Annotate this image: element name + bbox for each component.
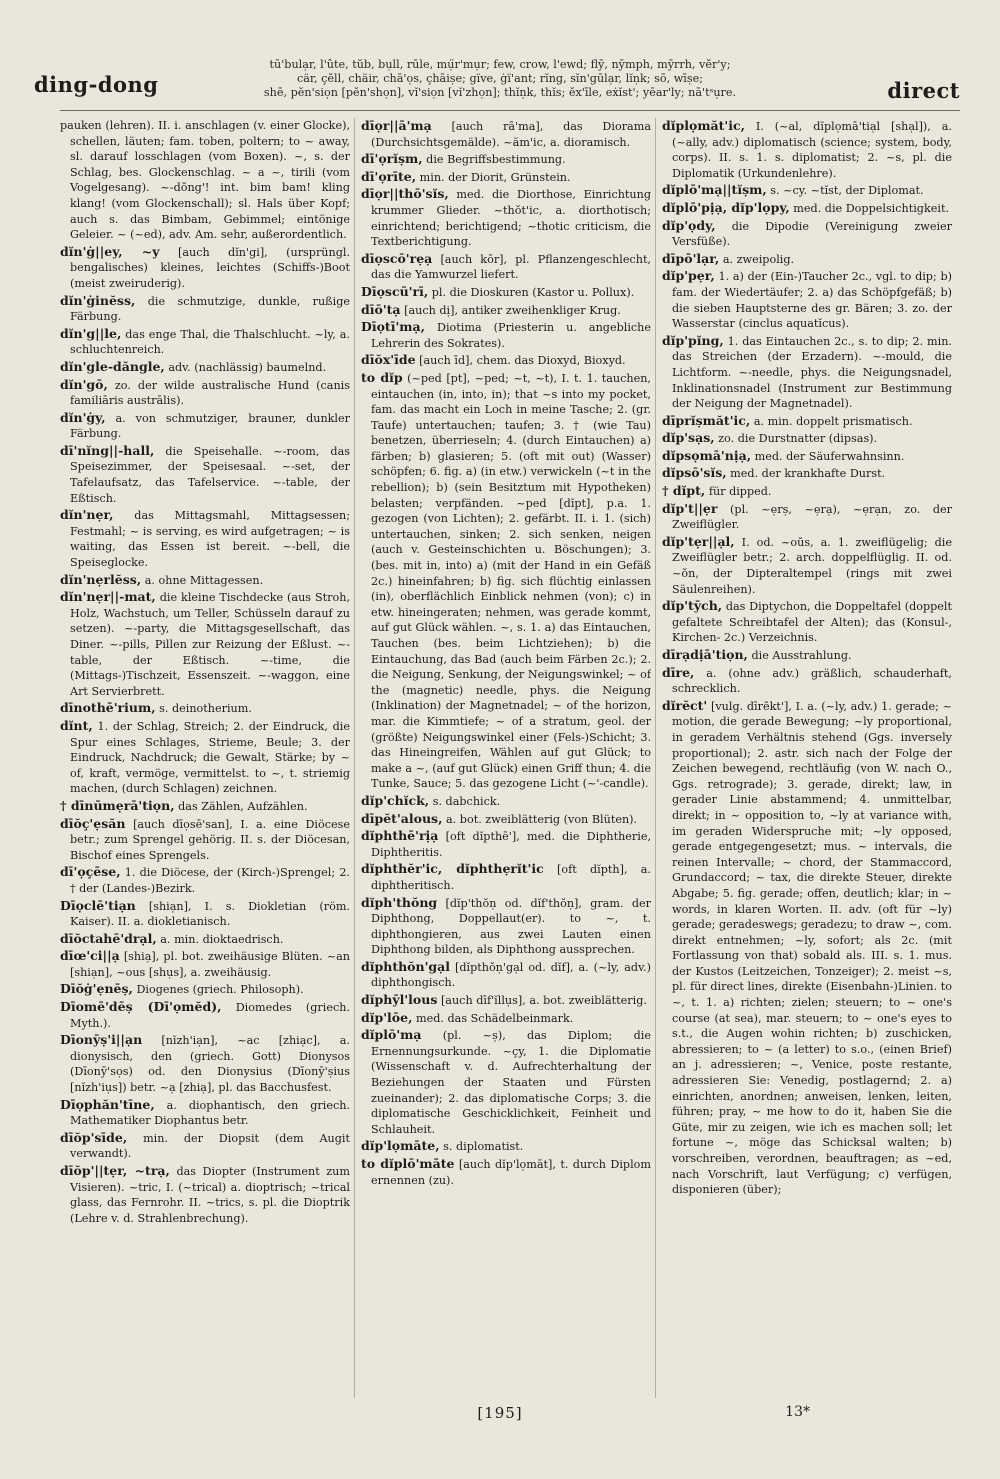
entry-headword: dīŏç'ẹsăn: [60, 815, 126, 831]
dictionary-entry: [60, 118, 350, 243]
entry-definition: die schmutzige, dunkle, rußige Färbung.: [70, 294, 350, 324]
entry-definition: s. deinotherium.: [159, 702, 252, 716]
entry-definition: Diotima (Priesterin u. angebliche Lehrerin des Sokrates).: [371, 321, 651, 350]
entry-definition: [dĭpthŏṇ'gạl od. dĭf], a. (~ly, adv.) diphthongisch.: [371, 960, 651, 990]
entry-definition: [auch dīf'ĭllụs], a. bot. zweiblätterig.: [440, 994, 647, 1008]
entry-headword: dĭp'tẹr||ạl,: [662, 533, 735, 549]
dictionary-entry: [60, 798, 350, 815]
dictionary-entry: [662, 268, 952, 331]
dictionary-entry: [361, 251, 651, 283]
entry-definition: min. der Diopsit (dem Augit verwandt).: [70, 1131, 350, 1161]
entry-definition: med. das Schädelbeinmark.: [416, 1011, 574, 1025]
entry-headword: dī'ọrĭṣm,: [361, 151, 423, 167]
entry-headword: † dīnūmẹrā'tiọn,: [60, 797, 175, 813]
entry-headword: Dīọclē'tiạn: [60, 897, 136, 913]
entry-definition: [auch rā'ma], das Diorama (Durchsichtsgemälde). ~ăm'ic, a. dioramisch.: [371, 120, 651, 149]
dictionary-entry: [60, 1032, 350, 1095]
guide-word-right: direct: [887, 78, 960, 103]
entry-definition: [dĭp'thŏṇ od. dĭf'thŏṇ], gram. der Diphthong, Doppellaut(er). to ~, t. diphthongieren, aus zwei Lauten einen Diphthong bilden, als Diphthong aussprechen.: [371, 896, 651, 957]
entry-definition: a. min. dioktaedrisch.: [160, 932, 284, 946]
dictionary-entry: [361, 352, 651, 369]
dictionary-entry: [60, 359, 350, 376]
entry-definition: [auch dĭp'lọmāt], t. durch Diplom ernennen (zu).: [371, 1158, 651, 1187]
entry-headword: dī'ọrīte,: [361, 168, 417, 184]
dictionary-entry: [361, 186, 651, 249]
entry-headword: dĭn'nẹr,: [60, 507, 114, 523]
entry-headword: dĭpsọmā'nịạ,: [662, 447, 752, 463]
dictionary-entry: [361, 1010, 651, 1027]
entry-definition: [auch dị], antiker zweihenkliger Krug.: [404, 303, 621, 317]
entry-headword: Dīọscū'rī,: [361, 283, 429, 299]
entry-headword: dī'nĭng||-hall,: [60, 442, 155, 458]
entry-headword: Dīomē'dēṣ (Dī'ọmĕd),: [60, 999, 222, 1015]
entry-definition: a. diophantisch, den griech. Mathematiker Diophantus betr.: [70, 1098, 350, 1128]
entry-definition: a. zweipolig.: [722, 252, 795, 266]
dictionary-entry: [361, 151, 651, 168]
entry-headword: dīŏp'||tẹr, ~trạ,: [60, 1163, 170, 1178]
entry-headword: dĭn'g||le,: [60, 325, 122, 341]
pronunciation-key-line: tū'bulạr, l'ûte, tŭb, bụll, rūle, mụ̈r'mụr; few, crow, l'ewd; flȳ, nȳmph, mȳrrh, vĕr'y;: [269, 58, 731, 71]
dictionary-entry: [662, 483, 952, 500]
entry-headword: dīrạdịā'tiọn,: [662, 647, 748, 662]
dictionary-entry: [60, 572, 350, 589]
header-rule: [60, 110, 960, 111]
dictionary-entry: [361, 1156, 651, 1188]
dictionary-entry: [361, 1027, 651, 1137]
dictionary-entry: [662, 251, 952, 268]
dictionary-entry: [662, 182, 952, 199]
entry-definition: zo. der wilde australische Hund (canis familiāris austrālis).: [70, 378, 350, 408]
entry-headword: dīre,: [662, 664, 695, 680]
entry-definition: [auch kōr], pl. Pflanzengeschlecht, das die Yamwurzel liefert.: [371, 252, 651, 282]
entry-definition: (pl. ~ẹrṣ, ~ẹrạ), ~ẹrạn, zo. der Zweiflügler.: [672, 502, 952, 532]
entry-definition: für dipped.: [708, 485, 772, 499]
entry-headword: dĭn'ġinĕss,: [60, 292, 136, 308]
dictionary-entry: [60, 410, 350, 442]
entry-definition: Diogenes (griech. Philosoph).: [136, 983, 304, 997]
entry-headword: dĭn'ġ||ey, ~y: [60, 243, 160, 259]
entry-headword: dĭn'gō,: [60, 376, 108, 392]
dictionary-entry: [60, 293, 350, 325]
dictionary-entry: [60, 816, 350, 864]
entry-definition: a. (ohne adv.) gräßlich, schauderhaft, schrecklich.: [672, 666, 952, 696]
dictionary-entry: [60, 326, 350, 358]
entry-definition: I. od. ~oŭs, a. 1. zweiflügelig; die Zweiflügler betr.; 2. arch. doppelflüglig. II. od. ~ŏn, der Dipteraltempel (rings mit zwei Säulenreihen).: [672, 535, 952, 596]
dictionary-entry: [662, 200, 952, 217]
entry-headword: dĭplō'pịạ, dĭp'lọpy,: [662, 199, 790, 215]
dictionary-entry: [361, 959, 651, 991]
entry-definition: die Begriffsbestimmung.: [426, 153, 566, 167]
entry-headword: dĭphthĕr'ic, dĭphthẹrĭt'ic: [361, 861, 544, 877]
entry-definition: das Diptychon, die Doppeltafel (doppelt gefaltete Schreibtafel der Alten); das (Konsul-, Kirchen- 2c.) Verzeichnis.: [672, 600, 952, 645]
entry-headword: dĭp'pẹr,: [662, 268, 715, 284]
entry-definition: min. der Diorit, Grünstein.: [419, 170, 571, 184]
entry-headword: Dīŏġ'ẹnēṣ,: [60, 981, 133, 997]
entry-definition: [auch dīọsē'san], I. a. eine Diöcese betr.; zum Sprengel gehörig. II. s. der Diöcesan, Bischof eines Sprengels.: [70, 817, 350, 862]
entry-headword: dĭphthē'rịạ: [361, 828, 439, 844]
dictionary-entry: [361, 118, 651, 150]
entry-definition: a. von schmutziger, brauner, dunkler Färbung.: [70, 411, 350, 441]
entry-definition: das Diopter (Instrument zum Visieren). ~tric, I. (~trical) a. dioptrisch; ~trical glass, das Fernrohr. II. ~trics, s. pl. die Dioptrik (Lehre v. d. Strahlenbrechung).: [70, 1165, 350, 1225]
dictionary-entry: [60, 931, 350, 948]
entry-headword: dĭp'tȳch,: [662, 598, 723, 614]
dictionary-entry: [662, 665, 952, 697]
entry-definition: die Speisehalle. ~-room, das Speisezimmer, der Speisesaal. ~-set, der Tafelaufsatz, das Tafelservice. ~-table, der Eßtisch.: [70, 444, 350, 505]
dictionary-entry: [60, 1130, 350, 1162]
entry-definition: (pl. ~ṣ), das Diplom; die Ernennungsurkunde. ~çy, 1. die Diplomatie (Wissenschaft v. d. Aufrechterhaltung der Beziehungen der Staaten und Fürsten zueinander); 2. das diplomatische Corps; 3. die diplomatische Geschicklichkeit, Feinheit und Schlauheit.: [371, 1029, 651, 1136]
dictionary-entry: [60, 507, 350, 570]
entry-definition: a. bot. zweiblätterig (von Blüten).: [446, 812, 638, 826]
dictionary-entry: [662, 534, 952, 597]
dictionary-entry: [60, 948, 350, 980]
entry-definition: 1. das Eintauchen 2c., s. to dip; 2. min. das Streichen (der Erzadern). ~-mould, die Lichtform. ~-needle, phys. die Neigungsnadel, Inklinationsnadel (Instrument zur Bestimmung der Neigung der Magnetnadel).: [672, 334, 952, 411]
dictionary-entry: [60, 981, 350, 998]
entry-headword: dīọscō'rẹạ: [361, 250, 433, 266]
entry-definition: med. die Doppelsichtigkeit.: [793, 201, 949, 215]
guide-word-left: ding-dong: [34, 72, 159, 97]
entry-definition: [auch dĭn'gi], (ursprüngl. bengalisches) kleines, leichtes (Schiffs-)Boot (meist zweiruderig).: [70, 245, 350, 290]
dictionary-entry: [662, 698, 952, 1198]
entry-definition: das enge Thal, die Thalschlucht. ~ly, a. schluchtenreich.: [70, 327, 350, 357]
entry-headword: dīpĕt'alous,: [361, 810, 443, 826]
dictionary-entry: [60, 700, 350, 717]
entry-definition: [shiạ], pl. bot. zweihäusige Blüten. ~an [shiạn], ~ous [shụs], a. zweihäusig.: [70, 950, 350, 979]
entry-headword: dĭp't||ẹr: [662, 500, 718, 516]
dictionary-entry: [361, 370, 651, 792]
dictionary-entry: [662, 118, 952, 181]
entry-headword: dīọr||ā'mạ: [361, 118, 432, 133]
entry-headword: to dĭplō'māte: [361, 1156, 455, 1171]
entry-definition: s. ~cy. ~tĭst, der Diplomat.: [770, 184, 924, 198]
entry-definition: das Zählen, Aufzählen.: [178, 799, 308, 813]
entry-headword: dīprĭṣmăt'ic,: [662, 412, 751, 428]
column-middle: [361, 118, 651, 1398]
entry-headword: dĭpsō'sĭs,: [662, 465, 727, 481]
column-right: [662, 118, 952, 1398]
dictionary-entry: [60, 718, 350, 797]
dictionary-entry: [60, 898, 350, 930]
column-divider: [354, 118, 355, 1398]
entry-headword: dīŏp'sīde,: [60, 1129, 128, 1145]
entry-headword: Dīọtī'mạ,: [361, 319, 425, 335]
dictionary-entry: [60, 589, 350, 699]
entry-headword: dīọr||thō'sĭs,: [361, 186, 449, 202]
entry-headword: dĭp'chĭck,: [361, 792, 430, 808]
dictionary-entry: [662, 430, 952, 447]
dictionary-entry: [662, 413, 952, 430]
dictionary-entry: [60, 244, 350, 292]
entry-headword: Dīonȳṣ'i||ạn: [60, 1032, 143, 1048]
dictionary-entry: [662, 218, 952, 250]
dictionary-entry: [60, 999, 350, 1031]
dictionary-entry: [361, 284, 651, 301]
entry-definition: med. der krankhafte Durst.: [730, 467, 886, 481]
entry-headword: dĭn'ġy,: [60, 409, 106, 425]
entry-headword: to dĭp: [361, 369, 403, 385]
entry-headword: dĭph'thŏng: [361, 894, 438, 910]
entry-definition: 1. die Diöcese, der (Kirch-)Sprengel; 2. † der (Landes-)Bezirk.: [70, 866, 350, 895]
pronunciation-key: [190, 58, 810, 100]
entry-headword: dīŏx'īde: [361, 352, 416, 368]
entry-definition: 1. a) der (Ein-)Taucher 2c., vgl. to dip; b) fam. der Wiedertäufer; 2. a) das Schöpfgefäß; b) die sieben Hauptsterne des gr. Bären; 3. zo. der Wasserstar (cinclus aquatĭcus).: [672, 270, 952, 331]
entry-headword: dĭrĕct': [662, 697, 708, 713]
dictionary-entry: [361, 169, 651, 186]
entry-definition: a. ohne Mittagessen.: [144, 573, 264, 587]
entry-definition: [oft dĭpthē'], med. die Diphtherie, Diphtheritis.: [371, 830, 651, 859]
entry-definition: das Mittagsmahl, Mittagsessen; Festmahl; ~ is serving, es wird aufgetragen; ~ is waiting, das Essen ist bereit. ~-bell, die Speiseglocke.: [70, 509, 350, 570]
dictionary-entry: [662, 598, 952, 646]
entry-headword: dīœ'ci||ạ: [60, 948, 120, 964]
dictionary-entry: [662, 333, 952, 412]
entry-headword: dīnothē'rium,: [60, 700, 156, 716]
entry-definition: s. dabchick.: [432, 794, 501, 808]
dictionary-entry: [662, 647, 952, 664]
entry-headword: dĭphthŏn'gạl: [361, 958, 451, 974]
dictionary-entry: [361, 302, 651, 319]
dictionary-entry: [662, 501, 952, 533]
entry-headword: dĭp'sạs,: [662, 430, 715, 446]
entry-definition: [oft dĭpth], a. diphtheritisch.: [371, 863, 651, 892]
entry-definition: [shiạn], I. s. Diokletian (röm. Kaiser). II. a. diokletianisch.: [70, 899, 350, 929]
entry-headword: dīŏctahē'drạl,: [60, 930, 157, 946]
entry-definition: zo. die Durstnatter (dipsas).: [718, 432, 878, 446]
entry-definition: die Ausstrahlung.: [751, 649, 852, 662]
entry-definition: pl. die Dioskuren (Kastor u. Pollux).: [431, 285, 635, 299]
dictionary-entry: [60, 1163, 350, 1226]
entry-headword: dĭnt,: [60, 717, 93, 733]
dictionary-entry: [361, 1138, 651, 1155]
entry-definition: I. (~al, dĭplọmā'tiạl [shạl]), a. (~ally, adv.) diplomatisch (science; system, body, corps). II. s. 1. s. diplomatist; 2. ~s, pl. die Diplomatik (Urkundenlehre).: [672, 120, 952, 180]
entry-definition: pauken (lehren). II. i. anschlagen (v. einer Glocke), schellen, läuten; fam. toben, poltern; to ~ away, sl. darauf losschlagen (vom Boxen). ~, s. der Schlag, bes. Glockenschlag. ~ a ~, tirili (vom Vogelgesang). ~-dŏng'! int. bim bam! kling klang! (vom Glockenschall); sl. Hals über Kopf; auch s. das Bimbam, Gebimmel; eintönige Geleier. ~ (~ed), adv. Am. sehr, außerordentlich.: [60, 119, 350, 242]
entry-headword: Dīọphăn'tīne,: [60, 1096, 155, 1112]
entry-definition: [vulg. dīrĕkt'], I. a. (~ly, adv.) 1. gerade; ~ motion, die gerade Bewegung; ~ly proportional, in geradem Verhältnis stehend (Ggs. inversely proportional); 2. astr. sich nach der Folge der Zeichen bewegend, rechtläufig (von W. nach O., Ggs. retrograde); 3. gerade, direkt; law, in gerader Linie abstammend; 4. unmittelbar, direkt; in ~ opposition to, ~ly at variance with, im geraden Widerspruche mit; ~ly opposed, gerade entgegengesetzt; mus. ~ intervals, die reinen Intervalle; ~ chord, der Stammaccord, Grundaccord; ~ tax, die direkte Steuer, direkte Abgabe; 5. fig. gerade; offen, deutlich; klar; in ~ words, in klaren Worten. II. adv. (oft für ~ly) gerade; geradeswegs; geradezu; to draw ~, com. direkt entnehmen; ~ly, sofort; als 2c. (mit Fortlassung von that) sobald als. III. s. 1. mus. der Kustos (Leitzeichen, Tonzeiger); 2. meist ~s, pl. für direct lines, direkte (Eisenbahn-)Linien. to ~, t. 1. a) richten; zielen; steuern; to ~ one's course (at sea), mar. steuern; to ~ one's eyes to s.t., die Augen wohin richten; b) zuschicken, abressieren; to ~ (a letter) to s.o., (einen Brief) an j. adressieren; ~, Venice, poste restante, adressieren Sie: Venedig, postlagernd; 2. a) einrichten, anordnen; anweisen, lenken, leiten, führen; pray, ~ me how to do it, haben Sie die Güte, mir zu zeigen, wie ich es machen soll; let fortune ~, möge das Schicksal walten; b) vorschreiben, verordnen, beauftragen; as ~ed, nach Vorschrift, laut Verfügung; c) verfügen, disponieren (über);: [672, 699, 952, 1197]
pronunciation-key-line: shē, pĕn'siọn [pĕn'shọn], vĭ'siọn [vĭ'zhọn]; thĭṇk, thĭs; ĕx'īle, eẋĭst'; yēar'ly; nā'tˢụre.: [263, 86, 737, 99]
entry-definition: (~ped [pt], ~ped; ~t, ~t), I. t. 1. tauchen, eintauchen (in, into, in); that ~s into my pocket, fam. das macht ein Loch in meine Tasche; 2. (gr. Taufe) untertauchen; taufen; 3. † (wie Tau) benetzen, überrieseln; 4. (durch Eintauchen) a) färben; b) glasieren; 5. (oft mit out) (Wasser) schöpfen; 6. fig. a) (in etw.) verwickeln (~t in the rebellion); b) (sein Besitztum mit Hypotheken) belasten; verpfänden. ~ped [dĭpt], p.a. 1. gezogen (von Lichten); 2. gefärbt. II. i. 1. (sich) untertauchen, sinken; 2. sich senken, neigen (auch v. Gesteinschichten u. Böschungen); 3. (bes. mit in, into) a) (mit der Hand in ein Gefäß 2c.) hineinfahren; b) fig. sich flüchtig einlassen (in), oberflächlich Einblick nehmen (von); c) in etw. hineingeraten; nehmen, was gerade kommt, auf gut Glück wählen. ~, s. 1. a) das Eintauchen, Tauchen (bes. beim Lichtziehen); b) die Eintauchung, das Bad (auch beim Färben 2c.); 2. die Neigung, Senkung, der Neigungswinkel; ~ of the (magnetic) needle, phys. die Neigung (Inklination) der Magnetnadel; ~ of the horizon, mar. die Kimmtiefe; ~ of a stratum, geol. der (größte) Neigungswinkel einer (Fels-)Schicht; 3. das Hineingreifen, Wählen auf gut Glück; to make a ~, (auf gut Glück) einen Griff thun; 4. die Tunke, Sauce; 5. das gezogene Licht (~'-candle).: [371, 371, 651, 791]
entry-headword: dĭplọmăt'ic,: [662, 118, 745, 133]
entry-headword: dĭplō'mạ||tĭṣm,: [662, 182, 767, 198]
dictionary-entry: [361, 895, 651, 958]
entry-definition: die Dipodie (Vereinigung zweier Versfüße).: [672, 219, 952, 249]
dictionary-entry: [361, 992, 651, 1009]
column-left: [60, 118, 350, 1398]
dictionary-entry: [361, 828, 651, 860]
dictionary-entry: [60, 1097, 350, 1129]
dictionary-entry: [60, 864, 350, 896]
entry-headword: dĭp'lọmāte,: [361, 1138, 440, 1154]
entry-definition: [auch īd], chem. das Dioxyd, Bioxyd.: [419, 354, 626, 368]
entry-definition: Diomedes (griech. Myth.).: [70, 1001, 350, 1030]
entry-headword: dĭp'lōe,: [361, 1009, 413, 1025]
pronunciation-key-line: cär, çĕll, chäir, chā'ọs, çhāiṣe; gïve, ġï'ant; rĭng, sĭn'gūlạr, lĭṇk; sō, wīṣe;: [297, 72, 703, 85]
dictionary-entry: [662, 448, 952, 465]
printer-signature: 13*: [785, 1404, 810, 1420]
entry-definition: 1. der Schlag, Streich; 2. der Eindruck, die Spur eines Schlages, Strieme, Beule; 3. der Eindruck, Nachdruck; die Gewalt, Stärke; by ~ of, kraft, vermöge, vermittelst. to ~, t. striemig machen, (durch Schlagen) zeichnen.: [70, 719, 350, 796]
entry-headword: dĭphȳl'lous: [361, 992, 438, 1008]
page-number: [195]: [477, 1404, 523, 1422]
entry-headword: dīō'tạ: [361, 301, 401, 317]
dictionary-entry: [361, 811, 651, 828]
entry-definition: [nĭzh'iạn], ~ac [zhiạc], a. dionysisch, den (griech. Gott) Dionysos (Dīonȳ'sọs) od. den Dionysius (Dīonȳ'ṣius [nĭzh'iụs]) betr. ~ạ [zhiạ], pl. das Bacchusfest.: [70, 1034, 350, 1095]
entry-definition: die kleine Tischdecke (aus Stroh, Holz, Wachstuch, um Teller, Schüsseln darauf zu setzen). ~-party, die Mittagsgesellschaft, das Diner. ~-pills, Pillen zur Reizung der Eßlust. ~-table, der Eßtisch. ~-time, die (Mittags-)Tischzeit, Essenszeit. ~-waggon, eine Art Servierbrett.: [70, 591, 350, 698]
entry-headword: dĭp'ọdy,: [662, 217, 716, 233]
dictionary-entry: [662, 465, 952, 482]
entry-headword: dĭn'gle-dăngle,: [60, 358, 165, 374]
entry-headword: dĭn'nẹr||-mat,: [60, 589, 156, 605]
dictionary-entry: [60, 377, 350, 409]
entry-definition: s. diplomatist.: [443, 1140, 524, 1154]
entry-headword: dĭp'pĭng,: [662, 332, 724, 348]
column-divider: [655, 118, 656, 1398]
entry-headword: dĭn'nẹrlĕss,: [60, 571, 142, 587]
entry-headword: † dĭpt,: [662, 483, 706, 499]
entry-headword: dĭplō'mạ: [361, 1027, 422, 1043]
entry-headword: dīpō'lạr,: [662, 250, 720, 266]
dictionary-entry: [361, 319, 651, 351]
entry-headword: dī'ọçēse,: [60, 864, 121, 880]
entry-definition: med. die Diorthose, Einrichtung krummer Glieder. ~thŏt'ic, a. diorthotisch; einrichtend; berichtigend; ~thotic criticism, die Textberichtigung.: [371, 188, 651, 249]
dictionary-entry: [361, 793, 651, 810]
dictionary-entry: [361, 861, 651, 893]
entry-definition: a. min. doppelt prismatisch.: [753, 414, 913, 428]
entry-definition: med. der Säuferwahnsinn.: [754, 449, 905, 463]
entry-definition: adv. (nachlässig) baumelnd.: [168, 360, 327, 374]
dictionary-entry: [60, 443, 350, 506]
